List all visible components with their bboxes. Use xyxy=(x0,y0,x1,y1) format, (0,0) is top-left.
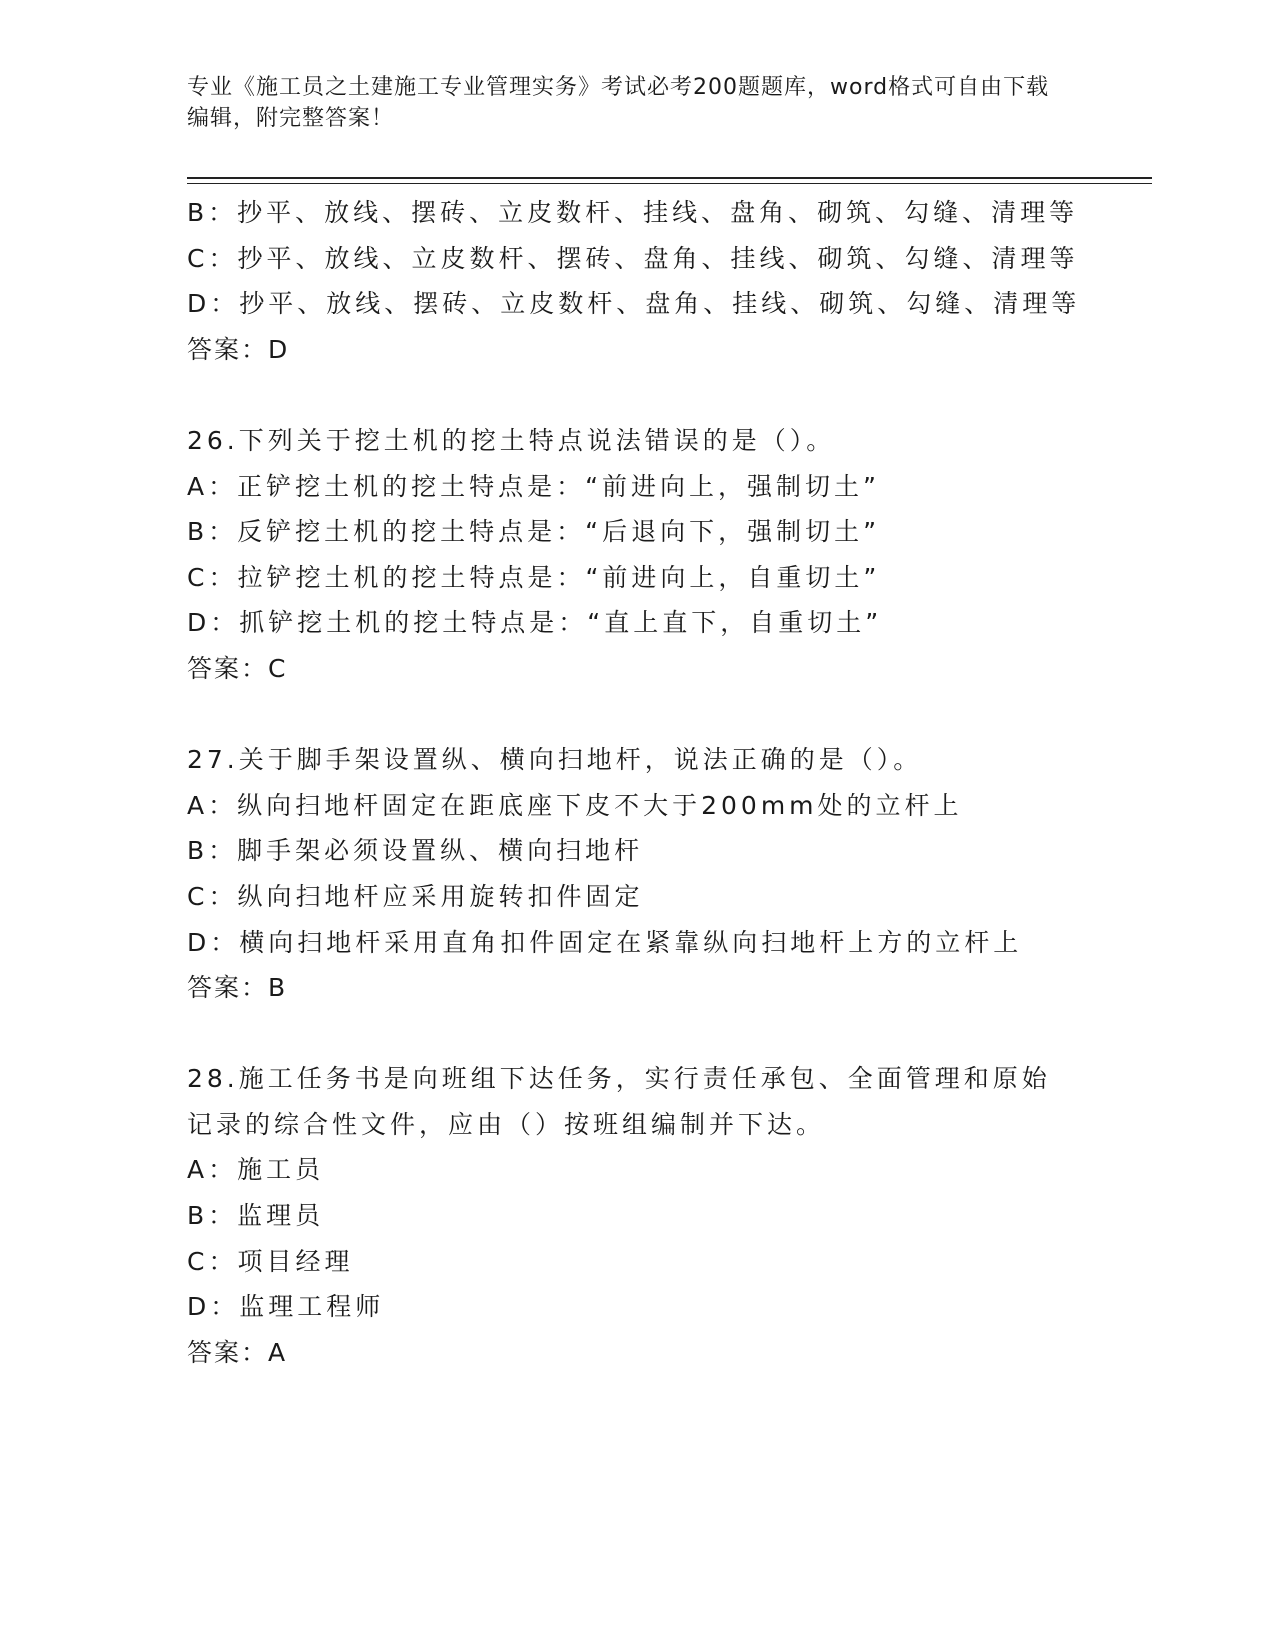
spacer xyxy=(187,372,1147,418)
answer-line: 答案：B xyxy=(187,973,288,1003)
option-c: C：抄平、放线、立皮数杆、摆砖、盘角、挂线、砌筑、勾缝、清理等 xyxy=(187,243,1079,273)
question-26 xyxy=(187,418,1147,692)
header-divider-thick xyxy=(187,177,1152,179)
option-a: A：正铲挖土机的挖土特点是：“前进向上，强制切土” xyxy=(187,471,881,501)
answer-line: 答案：D xyxy=(187,334,290,364)
option-a: A：施工员 xyxy=(187,1155,325,1185)
answer-line: 答案：C xyxy=(187,653,288,683)
answer-line: 答案：A xyxy=(187,1337,288,1367)
option-c: C：纵向扫地杆应采用旋转扣件固定 xyxy=(187,881,644,911)
option-b: B：监理员 xyxy=(187,1201,325,1231)
spacer xyxy=(187,692,1147,738)
question-25-continued xyxy=(187,190,1147,372)
option-d: D：抄平、放线、摆砖、立皮数杆、盘角、挂线、砌筑、勾缝、清理等 xyxy=(187,289,1081,319)
option-a: A：纵向扫地杆固定在距底座下皮不大于200mm处的立杆上 xyxy=(187,790,963,820)
option-d: D：横向扫地杆采用直角扣件固定在紧靠纵向扫地杆上方的立杆上 xyxy=(187,927,1023,957)
question-27 xyxy=(187,737,1147,1011)
question-text: 28.施工任务书是向班组下达任务，实行责任承包、全面管理和原始记录的综合性文件，应由（）按班组编制并下达。 xyxy=(187,1064,1051,1139)
option-d: D：监理工程师 xyxy=(187,1292,385,1322)
spacer xyxy=(187,1011,1147,1057)
option-c: C：项目经理 xyxy=(187,1246,354,1276)
option-d: D：抓铲挖土机的挖土特点是：“直上直下，自重切土” xyxy=(187,608,883,638)
question-text: 27.关于脚手架设置纵、横向扫地杆，说法正确的是（）。 xyxy=(187,745,923,775)
page-header: 专业《施工员之土建施工专业管理实务》考试必考200题题库，word格式可自由下载编辑，附完整答案！ xyxy=(187,75,1050,131)
option-c: C：拉铲挖土机的挖土特点是：“前进向上，自重切土” xyxy=(187,562,881,592)
header-divider-thin xyxy=(187,183,1152,184)
question-list xyxy=(187,190,1147,1375)
option-b: B：脚手架必须设置纵、横向扫地杆 xyxy=(187,836,644,866)
option-b: B：反铲挖土机的挖土特点是：“后退向下，强制切土” xyxy=(187,517,881,547)
option-b: B：抄平、放线、摆砖、立皮数杆、挂线、盘角、砌筑、勾缝、清理等 xyxy=(187,198,1079,227)
question-28 xyxy=(187,1056,1147,1375)
question-text: 26.下列关于挖土机的挖土特点说法错误的是（）。 xyxy=(187,425,836,455)
